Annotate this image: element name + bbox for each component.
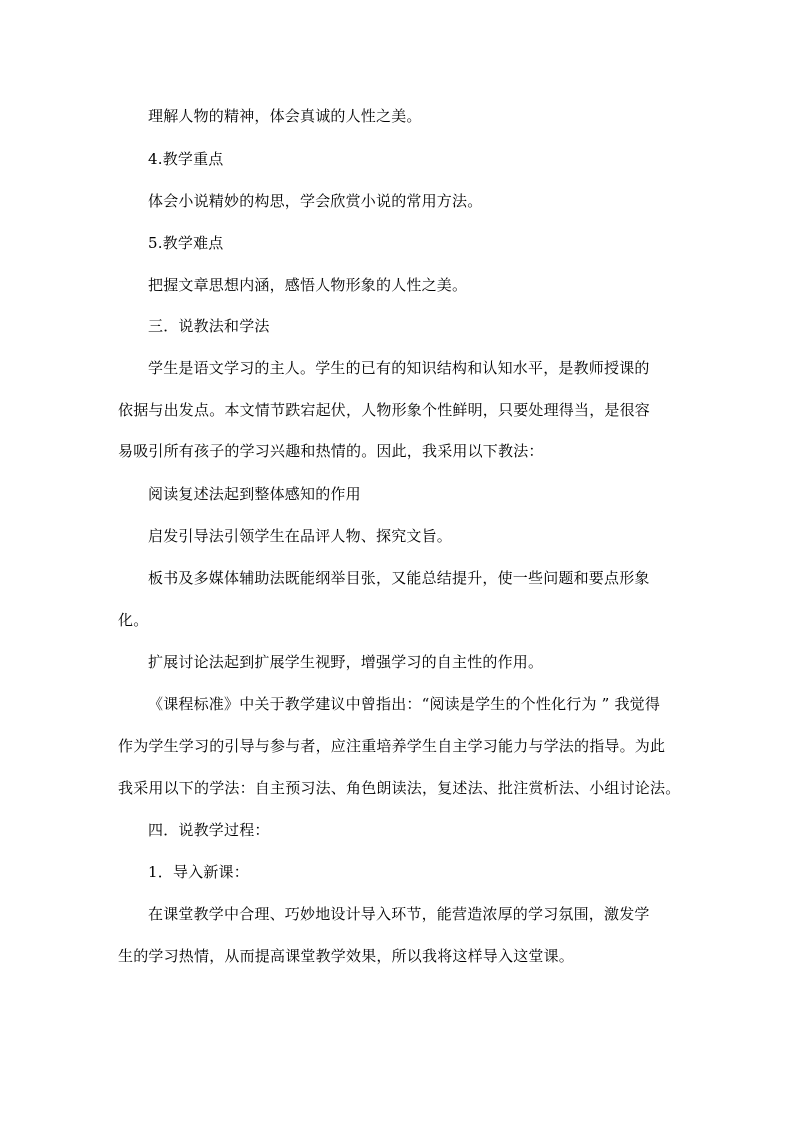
section-heading: 三．说教法和学法 <box>148 317 270 335</box>
section-heading: 4.教学重点 <box>148 150 224 168</box>
paragraph-line: 易吸引所有孩子的学习兴趣和热情的。因此，我采用以下教法： <box>118 442 544 460</box>
paragraph-line: 生的学习热情，从而提高课堂教学效果，所以我将这样导入这堂课。 <box>118 947 575 965</box>
paragraph-line: 我采用以下的学法：自主预习法、角色朗读法，复述法、批注赏析法、小组讨论法。 <box>118 779 681 797</box>
paragraph-line: 板书及多媒体辅助法既能纲举目张，又能总结提升，使一些问题和要点形象 <box>148 569 650 587</box>
paragraph-line: 体会小说精妙的构思，学会欣赏小说的常用方法。 <box>148 192 483 210</box>
paragraph-line: 阅读复述法起到整体感知的作用 <box>148 485 361 503</box>
paragraph-line: 把握文章思想内涵，感悟人物形象的人性之美。 <box>148 276 468 294</box>
paragraph-line: 学生是语文学习的主人。学生的已有的知识结构和认知水平，是教师授课的 <box>148 359 650 377</box>
section-heading: 5.教学难点 <box>148 234 224 252</box>
paragraph-line: 《课程标准》中关于教学建议中曾指出：“阅读是学生的个性化行为 ” 我觉得 <box>148 695 661 713</box>
paragraph-line: 启发引导法引领学生在品评人物、探究文旨。 <box>148 527 453 545</box>
paragraph-line: 依据与出发点。本文情节跌宕起伏，人物形象个性鲜明，只要处理得当，是很容 <box>118 401 651 419</box>
paragraph-line: 理解人物的精神，体会真诚的人性之美。 <box>148 107 422 125</box>
section-heading: 1．导入新课： <box>148 863 249 881</box>
paragraph-line: 扩展讨论法起到扩展学生视野，增强学习的自主性的作用。 <box>148 653 544 671</box>
section-heading: 四．说教学过程： <box>148 821 270 839</box>
paragraph-line: 在课堂教学中合理、巧妙地设计导入环节，能营造浓厚的学习氛围，激发学 <box>148 905 650 923</box>
paragraph-line: 作为学生学习的引导与参与者，应注重培养学生自主学习能力与学法的指导。为此 <box>118 737 666 755</box>
paragraph-line: 化。 <box>118 611 149 629</box>
